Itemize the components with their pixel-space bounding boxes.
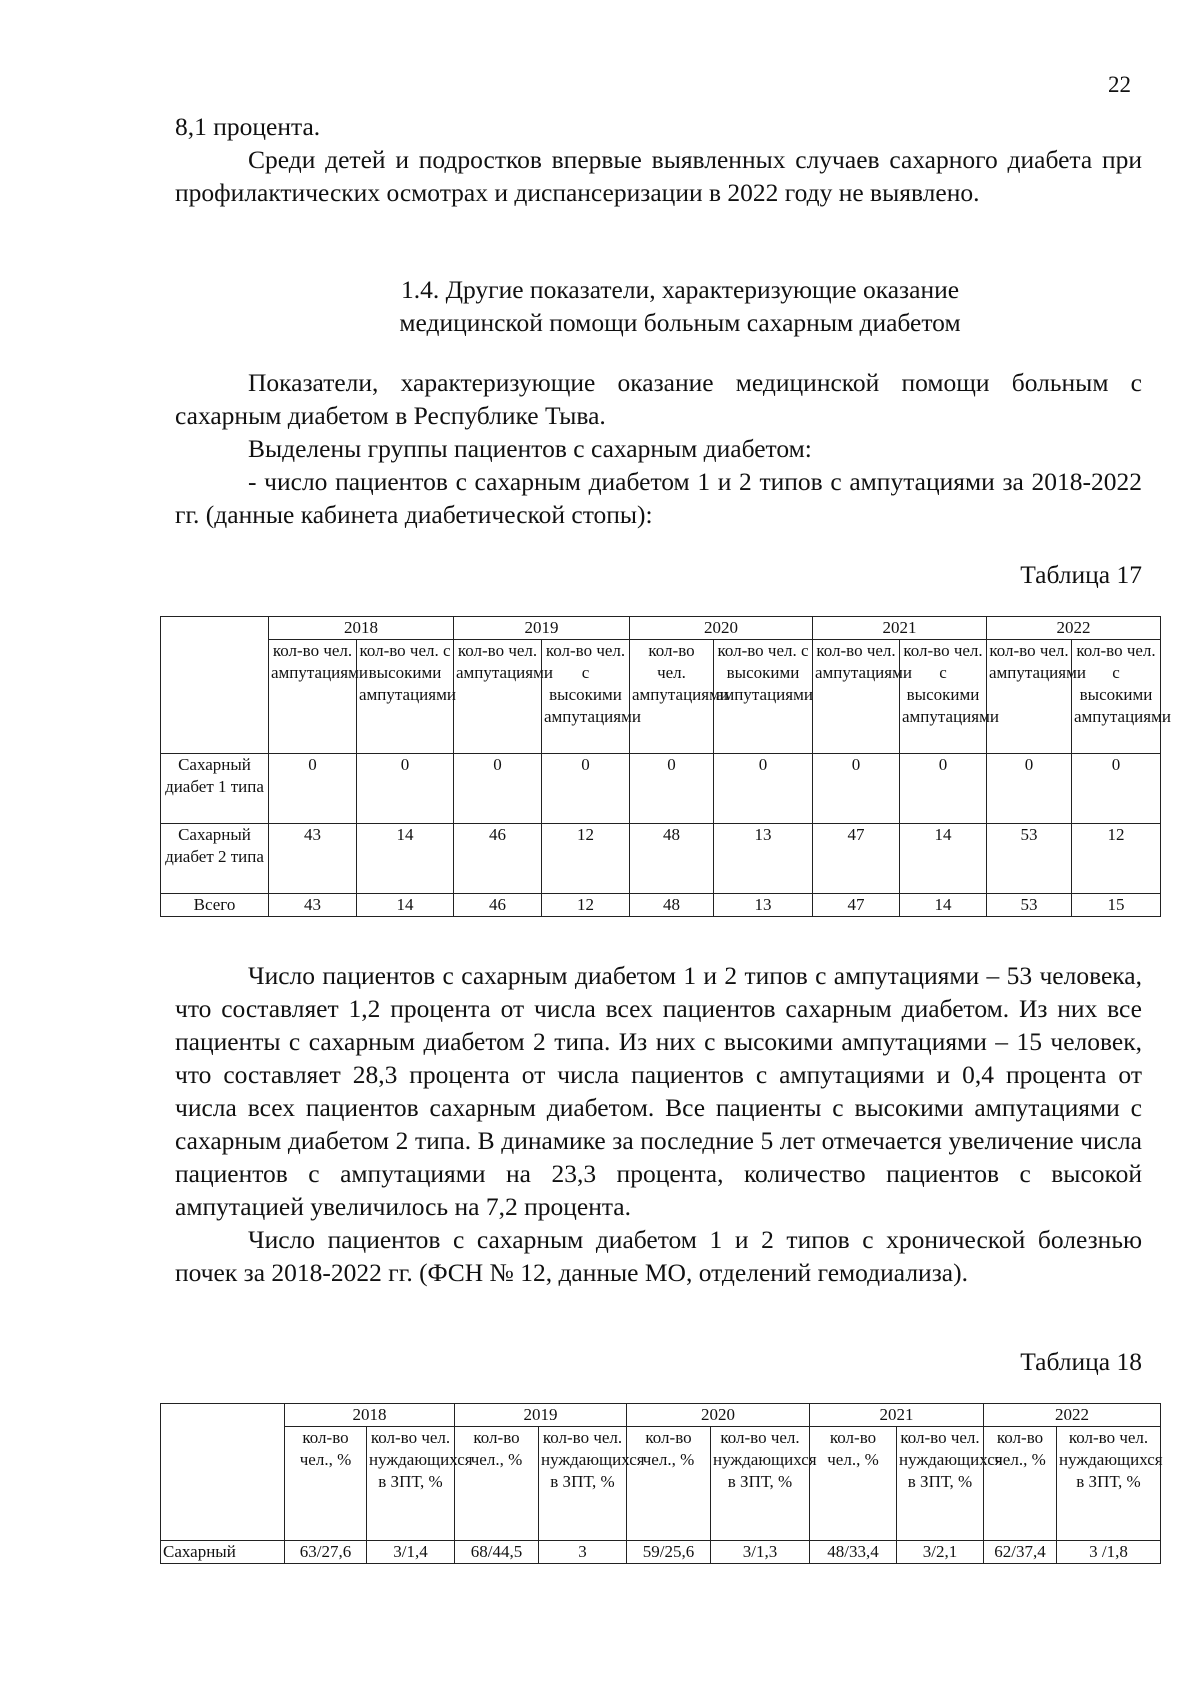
column-header: кол-во чел., % — [627, 1427, 711, 1541]
row-label: Сахарный диабет 1 типа — [161, 754, 269, 824]
table-row — [161, 894, 1161, 917]
row-label: Сахарный диабет 2 типа — [161, 824, 269, 894]
year-header: 2021 — [813, 617, 987, 640]
row-label: Всего — [161, 894, 269, 917]
column-header: кол-во чел., % — [455, 1427, 539, 1541]
table-row — [161, 1427, 1161, 1541]
table-cell: 3 /1,8 — [1057, 1541, 1161, 1564]
amputations-table — [160, 616, 1171, 917]
table-cell: 13 — [714, 894, 813, 917]
table-cell: 0 — [269, 754, 357, 824]
table-row — [161, 1404, 1161, 1427]
section-heading-line: медицинской помощи больным сахарным диабетом — [399, 308, 961, 337]
paragraph: Показатели, характеризующие оказание медицинской помощи больным с сахарным диабетом в Республике Тыва. — [175, 368, 1142, 430]
table-row — [161, 754, 1161, 824]
table-cell: 62/37,4 — [984, 1541, 1057, 1564]
column-header: кол-во чел. с высокими ампутациями — [542, 640, 630, 754]
column-header: кол-во чел. ампутациями — [630, 640, 714, 754]
column-header: кол-во чел. нуждающихся в ЗПТ, % — [897, 1427, 984, 1541]
intro-text — [175, 110, 1142, 209]
column-header: кол-во чел., % — [285, 1427, 367, 1541]
table-cell: 63/27,6 — [285, 1541, 367, 1564]
column-header: кол-во чел. ампутациями — [813, 640, 900, 754]
table-cell: 0 — [542, 754, 630, 824]
column-header: кол-во чел. ампутациями — [987, 640, 1072, 754]
year-header: 2022 — [987, 617, 1161, 640]
table-cell: 59/25,6 — [627, 1541, 711, 1564]
table-cell: 12 — [1072, 824, 1161, 894]
table-cell: 14 — [900, 894, 987, 917]
section-heading — [330, 273, 1030, 339]
column-header: кол-во чел., % — [984, 1427, 1057, 1541]
table-cell: 15 — [1072, 894, 1161, 917]
table-cell: 53 — [987, 824, 1072, 894]
year-header: 2018 — [285, 1404, 455, 1427]
table-row — [161, 1541, 1161, 1564]
year-header: 2019 — [454, 617, 630, 640]
row-label: Сахарный — [161, 1541, 285, 1564]
paragraph: Число пациентов с сахарным диабетом 1 и 2 типов с ампутациями – 53 человека, что составляет 1,2 процента от числа всех пациентов сахарным диабетом. Из них все пациенты с сахарным диабетом 2 типа. Из них с высокими ампутациями – 15 человек, что составляет 28,3 процента от числа пациентов с ампутациями и 0,4 процента от числа всех пациентов сахарным диабетом. Все пациенты с высокими ампутациями с сахарным диабетом 2 типа. В динамике за последние 5 лет отмечается увеличение числа пациентов с ампутациями на 23,3 процента, количество пациентов с высокой ампутацией увеличилось на 7,2 процента. — [175, 961, 1142, 1221]
table-cell: 43 — [269, 894, 357, 917]
column-header: кол-во чел. нуждающихся в ЗПТ, % — [1057, 1427, 1161, 1541]
table-cell: 48/33,4 — [810, 1541, 897, 1564]
column-header: кол-во чел. с высокими ампутациями — [357, 640, 454, 754]
year-header: 2018 — [269, 617, 454, 640]
column-header: кол-во чел. с высокими ампутациями — [714, 640, 813, 754]
table-caption: Таблица 18 — [1020, 1347, 1142, 1376]
column-header: кол-во чел. нуждающихся в ЗПТ, % — [711, 1427, 810, 1541]
table-cell: 0 — [900, 754, 987, 824]
year-header: 2020 — [627, 1404, 810, 1427]
year-header: 2022 — [984, 1404, 1161, 1427]
table-corner-cell — [161, 1404, 285, 1541]
table-cell: 47 — [813, 824, 900, 894]
table-cell: 12 — [542, 894, 630, 917]
table-cell: 48 — [630, 894, 714, 917]
table-cell: 53 — [987, 894, 1072, 917]
table-cell: 12 — [542, 824, 630, 894]
table-corner-cell — [161, 617, 269, 754]
table-cell: 0 — [1072, 754, 1161, 824]
table-cell: 14 — [900, 824, 987, 894]
table-cell: 3/1,3 — [711, 1541, 810, 1564]
table-cell: 14 — [357, 824, 454, 894]
table-caption: Таблица 17 — [1020, 560, 1142, 589]
section-heading-line: 1.4. Другие показатели, характеризующие оказание — [400, 275, 960, 304]
table-cell: 46 — [454, 894, 542, 917]
table-cell: 47 — [813, 894, 900, 917]
column-header: кол-во чел. с высокими ампутациями — [1072, 640, 1161, 754]
table-row — [161, 824, 1161, 894]
paragraph: Среди детей и подростков впервые выявленных случаев сахарного диабета при профилактических осмотрах и диспансеризации в 2022 году не выявлено. — [175, 145, 1142, 207]
analysis-text — [175, 959, 1142, 1289]
paragraph: Число пациентов с сахарным диабетом 1 и 2 типов с хронической болезнью почек за 2018-2022 гг. (ФСН № 12, данные МО, отделений гемодиализа). — [175, 1225, 1142, 1287]
section-text — [175, 366, 1142, 531]
paragraph: - число пациентов с сахарным диабетом 1 и 2 типов с ампутациями за 2018-2022 гг. (данные кабинета диабетической стопы): — [175, 467, 1142, 529]
year-header: 2019 — [455, 1404, 627, 1427]
column-header: кол-во чел., % — [810, 1427, 897, 1541]
table-cell: 43 — [269, 824, 357, 894]
year-header: 2020 — [630, 617, 813, 640]
table-cell: 3/1,4 — [367, 1541, 455, 1564]
table-cell: 48 — [630, 824, 714, 894]
table-cell: 0 — [630, 754, 714, 824]
table-cell: 3/2,1 — [897, 1541, 984, 1564]
paragraph: Выделены группы пациентов с сахарным диабетом: — [248, 434, 812, 463]
table-cell: 0 — [454, 754, 542, 824]
year-header: 2021 — [810, 1404, 984, 1427]
table-cell: 0 — [357, 754, 454, 824]
table-cell: 0 — [987, 754, 1072, 824]
column-header: кол-во чел. нуждающихся в ЗПТ, % — [539, 1427, 627, 1541]
table-cell: 13 — [714, 824, 813, 894]
table-cell: 46 — [454, 824, 542, 894]
table-cell: 68/44,5 — [455, 1541, 539, 1564]
column-header: кол-во чел. с высокими ампутациями — [900, 640, 987, 754]
kidney-disease-table — [160, 1403, 1161, 1564]
table-row — [161, 640, 1161, 754]
table-cell: 0 — [714, 754, 813, 824]
paragraph: 8,1 процента. — [175, 112, 321, 141]
table-row — [161, 617, 1161, 640]
column-header: кол-во чел. ампутациями — [454, 640, 542, 754]
column-header: кол-во чел. нуждающихся в ЗПТ, % — [367, 1427, 455, 1541]
column-header: кол-во чел. ампутациями — [269, 640, 357, 754]
table-cell: 3 — [539, 1541, 627, 1564]
table-cell: 0 — [813, 754, 900, 824]
table-cell: 14 — [357, 894, 454, 917]
page-number: 22 — [1108, 72, 1131, 97]
